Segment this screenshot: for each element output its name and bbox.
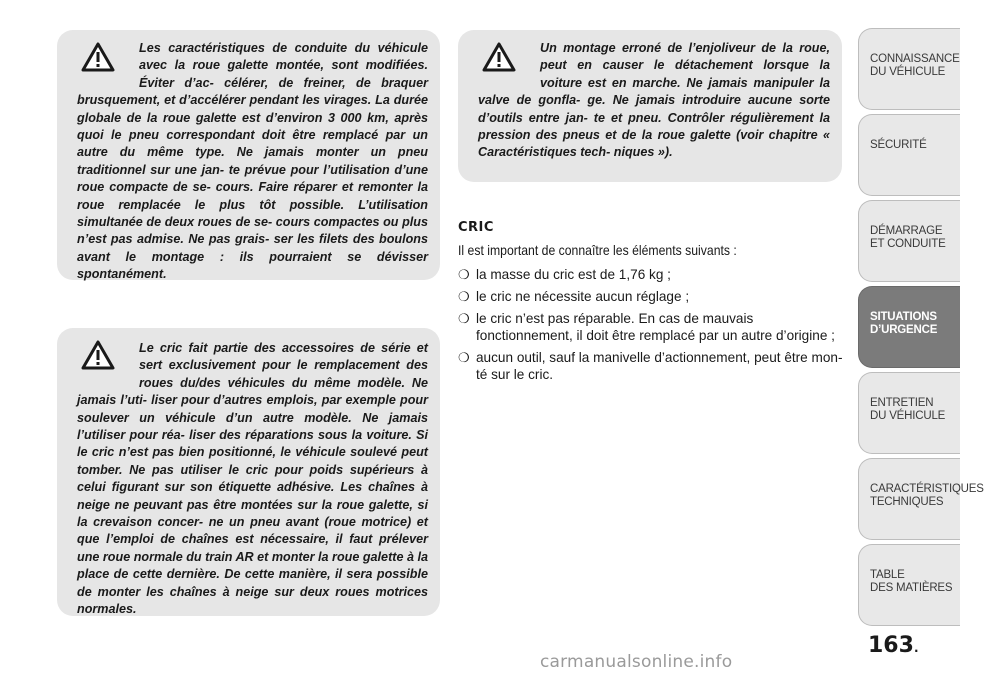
warning-text-2: Le cric fait partie des accessoires de série et sert exclusivement pour le remplacement des roues du/des véhicules du même modèle. Ne jamais l’uti- liser pour d’autres emplois, par exemple pour soulever un véhicule d’un autre modèle. Ne jamais l’utiliser pour réa- liser des réparations sous la voiture. Si le cric n’est pas bien positionné, le véhicule soulevé peut tomber. Ne pas utiliser le cric pour poids supérieurs à celui figurant sur son étiquette adhésive. Les chaînes à neige ne peuvant pas être montées sur la roue galette, si la crevaison concer- ne un pneu avant (roue motrice) et que l’emploi de chaînes est nécessaire, il faut prélever une roue normale du train AR et monter la roue galette à la place de cette dernière. De cette manière, il sera possible de monter les chaînes à neige sur deux roues motrices normales. (77, 341, 428, 617)
warning-triangle-icon (81, 340, 115, 370)
warning-triangle-icon (81, 42, 115, 72)
tab-demarrage-et-conduite[interactable]: DÉMARRAGE ET CONDUITE (858, 200, 960, 282)
list-item: ❍ aucun outil, sauf la manivelle d’actionnement, peut être mon- té sur le cric. (458, 350, 843, 382)
warning-text-3: Un montage erroné de l’enjoliveur de la roue, peut en causer le détachement lorsque la voiture est en marche. Ne jamais manipuler la valve de gonfla- ge. Ne jamais introduire aucune sorte d’outils entre jan- te et pneu. Contrôler régulièrement la pression des pneus et de la roue galette (voir chapitre « Caractéristiques tech- niques »). (478, 41, 830, 160)
cric-intro: Il est important de connaître les éléments suivants : (458, 243, 737, 258)
bullet-circle-icon: ❍ (458, 311, 470, 326)
list-item: ❍ le cric n’est pas réparable. En cas de mauvais fonctionnement, il doit être remplacé par un autre d’origine ; (458, 311, 835, 343)
cric-list (458, 266, 850, 383)
tab-situations-d-urgence[interactable]: SITUATIONS D’URGENCE (858, 286, 960, 368)
bullet-circle-icon: ❍ (458, 267, 470, 282)
list-item: ❍ le cric ne nécessite aucun réglage ; (458, 289, 690, 304)
tab-caracteristiques-techniques[interactable]: CARACTÉRISTIQUES TECHNIQUES (858, 458, 960, 540)
tab-connaissance-du-vehicule[interactable]: CONNAISSANCE DU VÉHICULE (858, 28, 960, 110)
cric-heading: CRIC (458, 220, 494, 235)
tab-table-des-matieres[interactable]: TABLE DES MATIÈRES (858, 544, 960, 626)
tab-entretien-du-vehicule[interactable]: ENTRETIEN DU VÉHICULE (858, 372, 960, 454)
tab-securite[interactable]: SÉCURITÉ (858, 114, 960, 196)
cric-section (458, 220, 850, 388)
warning-box-enjoliveur (458, 30, 842, 182)
page-number: 163. (868, 633, 919, 658)
watermark: carmanualsonline.info (540, 652, 733, 672)
bullet-circle-icon: ❍ (458, 350, 470, 365)
warning-box-roue-galette (57, 30, 440, 280)
warning-triangle-icon (482, 42, 516, 72)
chapter-tabs (858, 28, 984, 630)
bullet-circle-icon: ❍ (458, 289, 470, 304)
list-item: ❍ la masse du cric est de 1,76 kg ; (458, 267, 671, 282)
warning-text-1: Les caractéristiques de conduite du véhicule avec la roue galette montée, sont modifiées. Éviter d’ac- célérer, de freiner, de braquer brusquement, et d’accélérer pendant les virages. La durée globale de la roue galette est d’environ 3 000 km, après quoi le pneu correspondant doit être remplacé par un autre du même type. Ne jamais monter un pneu traditionnel sur une jan- te prévue pour l’utilisation d’une roue compacte de se- cours. Faire réparer et remonter la roue remplacée le plus tôt possible. L’utilisation simultanée de deux roues de se- cours compactes ou plus n’est pas admise. Ne pas grais- ser les filets des boulons avant le montage : ils pourraient se dévisser spontanément. (77, 41, 428, 282)
warning-box-cric (57, 328, 440, 616)
